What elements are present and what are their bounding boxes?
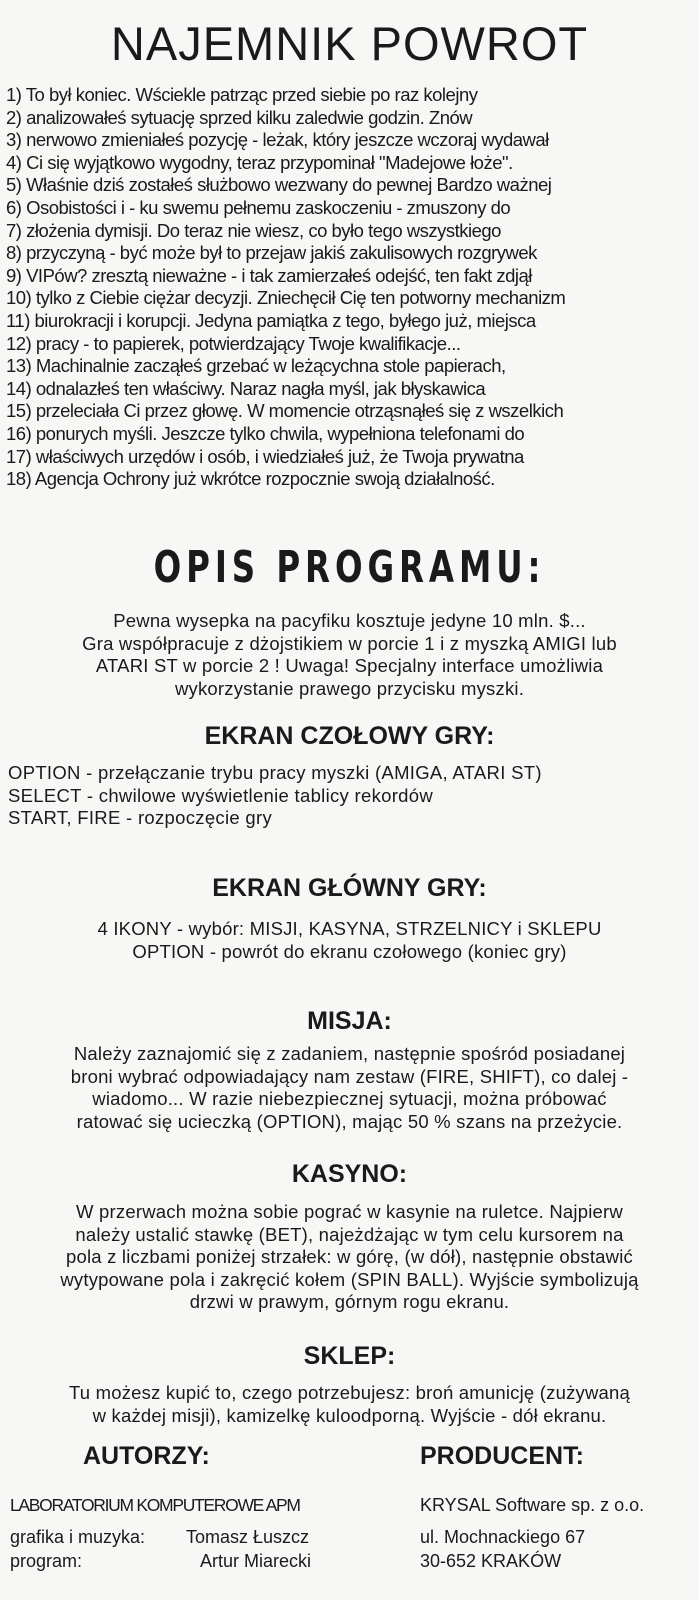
company-street: ul. Mochnackiego 67 bbox=[420, 1527, 586, 1547]
story-line: 4) Ci się wyjątkowo wygodny, teraz przypominał "Madejowe łoże". bbox=[6, 151, 513, 173]
sklep-line: w każdej misji), kamizelkę kuloodporną. Wyjście - dół ekranu. bbox=[92, 1404, 607, 1426]
ekran-czolowy-list bbox=[8, 762, 542, 830]
opis-line: Pewna wysepka na pacyfiku kosztuje jedyne 10 mln. $... bbox=[113, 610, 586, 631]
misja-paragraph bbox=[0, 1043, 699, 1133]
story-line: 11) biurokracji i korupcji. Jedyna pamiątka z tego, byłego już, miejsca bbox=[6, 309, 536, 331]
sklep-heading: SKLEP: bbox=[303, 1342, 396, 1370]
ekran-glowny-heading: EKRAN GŁÓWNY GRY: bbox=[212, 874, 487, 902]
story-line: 1) To był koniec. Wściekle patrząc przed siebie po raz kolejny bbox=[6, 84, 478, 105]
story-line: 9) VIPów? zresztą nieważne - i tak zamierzałeś odejść, ten fakt zdjął bbox=[6, 264, 532, 286]
misja-line: ratować się ucieczką (OPTION), mając 50 % szans na przeżycie. bbox=[76, 1110, 623, 1132]
prog-label: program: bbox=[10, 1551, 83, 1571]
start-line: START, FIRE - rozpoczęcie gry bbox=[8, 807, 272, 828]
option-return-line: OPTION - powrót do ekranu czołowego (koniec gry) bbox=[132, 940, 567, 962]
story-line: 18) Agencja Ochrony już wkrótce rozpocznie swoją działalność. bbox=[6, 468, 495, 490]
misja-line: broni wybrać odpowiadający nam zestaw (FIRE, SHIFT), co dalej - bbox=[70, 1065, 629, 1087]
story-line: 6) Osobistości i - ku swemu pełnemu zaskoczeniu - zmuszony do bbox=[6, 196, 511, 218]
story-line: 16) ponurych myśli. Jeszcze tylko chwila, wypełniona telefonami do bbox=[6, 422, 525, 444]
kasyno-line: wytypowane pola i zakręcić kołem (SPIN BALL). Wyjście symbolizują bbox=[60, 1268, 639, 1290]
kasyno-paragraph bbox=[0, 1201, 699, 1314]
story-line: 7) złożenia dymisji. Do teraz nie wiesz, co było tego wszystkiego bbox=[6, 219, 501, 241]
story-line: 13) Machinalnie zacząłeś grzebać w leżącychna stole papierach, bbox=[6, 355, 506, 377]
ekran-glowny-list bbox=[0, 918, 699, 963]
story-line: 5) Właśnie dziś zostałeś służbowo wezwany do pewnej Bardzo ważnej bbox=[6, 174, 552, 196]
gfx-name: Tomasz Łuszcz bbox=[186, 1527, 310, 1547]
company-name: KRYSAL Software sp. z o.o. bbox=[420, 1495, 645, 1515]
story-line: 2) analizowałeś sytuację sprzed kilku zaledwie godzin. Znów bbox=[6, 106, 473, 128]
company-city: 30-652 KRAKÓW bbox=[420, 1551, 562, 1571]
misja-line: wiadomo... W razie niebezpiecznej sytuacji, można próbować bbox=[92, 1088, 607, 1109]
misja-line: Należy zaznajomić się z zadaniem, następnie spośród posiadanej bbox=[73, 1043, 626, 1064]
story-list bbox=[6, 84, 696, 491]
story-line: 17) właściwych urzędów i osób, i wiedziałeś już, że Twoja prywatna bbox=[6, 445, 524, 467]
ikony-line: 4 IKONY - wybór: MISJI, KASYNA, STRZELNICY i SKLEPU bbox=[97, 918, 602, 939]
story-line: 3) nerwowo zmieniałeś pozycję - leżak, który jeszcze wczoraj wydawał bbox=[6, 129, 549, 151]
opis-programu-heading: OPIS PROGRAMU: bbox=[153, 542, 546, 593]
producent-heading: PRODUCENT: bbox=[420, 1442, 584, 1470]
opis-line: ATARI ST w porcie 2 ! Uwaga! Specjalny interface umożliwia bbox=[95, 655, 604, 676]
story-line: 15) przeleciała Ci przez głowę. W momencie otrząsnąłeś się z wszelkich bbox=[6, 400, 564, 422]
prog-name: Artur Miarecki bbox=[200, 1551, 312, 1571]
game-title: NAJEMNIK POWROT bbox=[110, 17, 589, 70]
misja-heading: MISJA: bbox=[307, 1007, 392, 1035]
story-line: 8) przyczyną - być może był to przejaw jakiś zakulisowych rozgrywek bbox=[6, 242, 537, 264]
select-line: SELECT - chwilowe wyświetlenie tablicy rekordów bbox=[8, 784, 434, 806]
opis-line: wykorzystanie prawego przycisku myszki. bbox=[174, 677, 525, 699]
studio-name: LABORATORIUM KOMPUTEROWE APM bbox=[10, 1495, 300, 1515]
story-line: 12) pracy - to papierek, potwierdzający Twoje kwalifikacje... bbox=[6, 332, 461, 354]
ekran-czolowy-heading: EKRAN CZOŁOWY GRY: bbox=[204, 722, 495, 750]
opis-paragraph bbox=[0, 610, 699, 700]
kasyno-heading: KASYNO: bbox=[291, 1160, 408, 1188]
story-line: 14) odnalazłeś ten właściwy. Naraz nagła myśl, jak błyskawica bbox=[6, 377, 486, 399]
gfx-label: grafika i muzyka: bbox=[10, 1527, 146, 1547]
kasyno-line: pola z liczbami poniżej strzałek: w górę, (w dół), następnie obstawić bbox=[66, 1246, 633, 1267]
sklep-paragraph bbox=[0, 1382, 699, 1427]
kasyno-line: W przerwach można sobie pograć w kasynie na ruletce. Najpierw bbox=[76, 1201, 623, 1222]
kasyno-line: drzwi w prawym, górnym rogu ekranu. bbox=[189, 1291, 510, 1312]
opis-line: Gra współpracuje z dżojstikiem w porcie 1 i z myszką AMIGI lub bbox=[82, 632, 617, 654]
story-line: 10) tylko z Ciebie ciężar decyzji. Zniechęcił Cię ten potworny mechanizm bbox=[6, 287, 566, 309]
kasyno-line: należy ustalić stawkę (BET), najeżdżając w tym celu kursorem na bbox=[75, 1223, 624, 1245]
option-line: OPTION - przełączanie trybu pracy myszki (AMIGA, ATARI ST) bbox=[8, 762, 542, 783]
autorzy-heading: AUTORZY: bbox=[83, 1442, 210, 1470]
sklep-line: Tu możesz kupić to, czego potrzebujesz: broń amunicję (zużywaną bbox=[68, 1382, 630, 1403]
